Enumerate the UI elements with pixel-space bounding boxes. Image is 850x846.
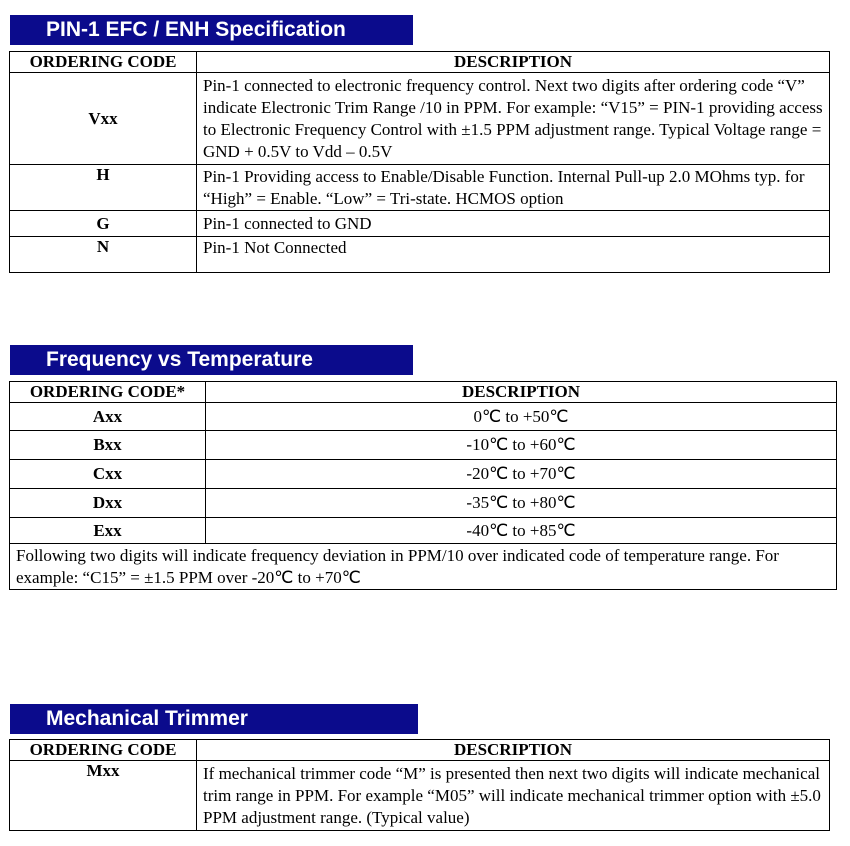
table-row (10, 431, 837, 460)
description: Pin-1 connected to GND (197, 211, 830, 237)
description: If mechanical trimmer code “M” is presented then next two digits will indicate mechanical trim range in PPM. For example “M05” will indicate mechanical trimmer option with ±5.0 PPM adjustment range. (Typical value) (197, 761, 830, 831)
table-row (10, 237, 830, 273)
description: Pin-1 Not Connected (197, 237, 830, 273)
ordering-code: Mxx (10, 761, 197, 831)
mechanical-trimmer-table (9, 739, 830, 831)
table-row (10, 403, 837, 431)
table-row (10, 761, 830, 831)
temperature-range: -10℃ to +60℃ (206, 431, 837, 460)
table-row (10, 489, 837, 518)
ordering-code: Dxx (10, 489, 206, 518)
description: Pin-1 connected to electronic frequency control. Next two digits after ordering code “V” indicate Electronic Trim Range /10 in PPM. For example: “V15” = PIN-1 providing access to Electronic Frequency Control with ±1.5 PPM adjustment range. Typical Voltage range = GND + 0.5V to Vdd – 0.5V (197, 73, 830, 165)
ordering-code: G (10, 211, 197, 237)
column-header-code: ORDERING CODE* (10, 382, 206, 403)
table-header-row (10, 382, 837, 403)
table-row (10, 518, 837, 544)
temperature-range: -20℃ to +70℃ (206, 460, 837, 489)
table-header-row (10, 52, 830, 73)
table-header-row (10, 740, 830, 761)
frequency-temperature-table (9, 381, 837, 590)
ordering-code: Bxx (10, 431, 206, 460)
ordering-code: N (10, 237, 197, 273)
column-header-description: DESCRIPTION (197, 740, 830, 761)
ordering-code: Exx (10, 518, 206, 544)
table-row (10, 165, 830, 211)
column-header-code: ORDERING CODE (10, 52, 197, 73)
ordering-code: H (10, 165, 197, 211)
table-row (10, 73, 830, 165)
table-row (10, 460, 837, 489)
temperature-range: 0℃ to +50℃ (206, 403, 837, 431)
table-note-row (10, 544, 837, 590)
column-header-description: DESCRIPTION (197, 52, 830, 73)
temperature-range: -35℃ to +80℃ (206, 489, 837, 518)
ordering-code: Axx (10, 403, 206, 431)
ordering-code: Cxx (10, 460, 206, 489)
column-header-code: ORDERING CODE (10, 740, 197, 761)
description: Pin-1 Providing access to Enable/Disable Function. Internal Pull-up 2.0 MOhms typ. for “High” = Enable. “Low” = Tri-state. HCMOS option (197, 165, 830, 211)
section-title-pin1: PIN-1 EFC / ENH Specification (10, 15, 413, 45)
pin1-spec-table (9, 51, 830, 273)
section-title-trimmer: Mechanical Trimmer (10, 704, 418, 734)
temperature-range: -40℃ to +85℃ (206, 518, 837, 544)
section-title-frequency: Frequency vs Temperature (10, 345, 413, 375)
frequency-note: Following two digits will indicate frequency deviation in PPM/10 over indicated code of temperature range. For example: “C15” = ±1.5 PPM over -20℃ to +70℃ (10, 544, 837, 590)
ordering-code: Vxx (10, 73, 197, 165)
table-row (10, 211, 830, 237)
column-header-description: DESCRIPTION (206, 382, 837, 403)
